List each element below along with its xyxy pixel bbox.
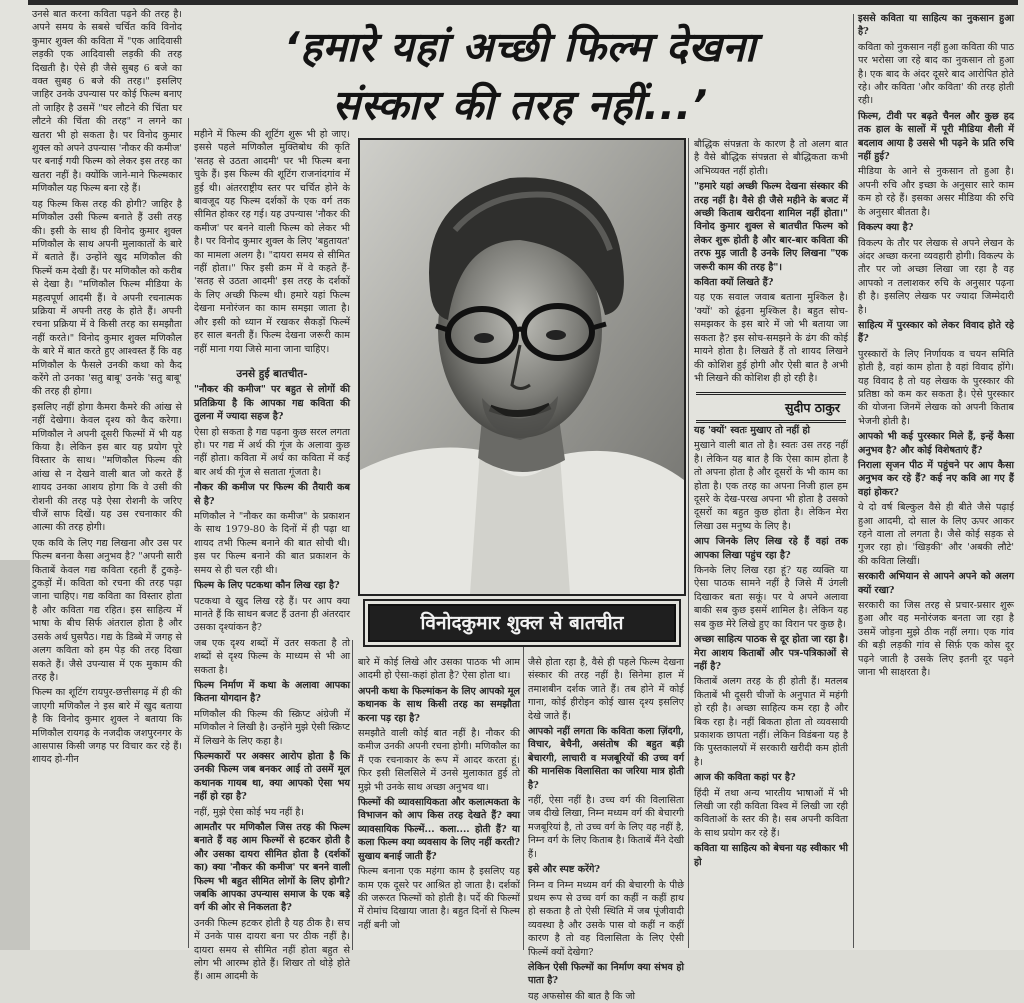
paragraph: महीने में फिल्म की शूटिंग शुरू भी हो जाए। इससे पहले मणिकौल मुक्तिबोध की कृति 'सतह से उठता आदमी' पर भी फिल्म बना चुके हैं। इस फिल्म की शूटिंग राजनांदगांव में हुई थी। अंतरराष्ट्रीय स्तर पर चर्चित होने के बावजूद यह फिल्म दर्शकों के एक वर्ग तक सीमित होकर रह गई। यह उपन्यास 'नौकर की कमीज' पर बनने वाली फिल्म को लेकर भी है। पर विनोद कुमार शुक्ल के लिए 'बहुतायत' का मामला अलग है। "दायरा समय से सीमित नहीं होता।" फिर इसी क्रम में वे कहते हैं- 'सतह से उठता आदमी' इस तरह के दर्शकों के लिए अच्छी फिल्म थी। हमारे यहां फिल्म देखना मनोरंजन का काम समझा जाता है। और इसी को ध्यान में रखकर सैकड़ों फिल्में हर साल बनती हैं। फिल्म देखना जरूरी काम नहीं माना गया जिसे माना जाना चाहिए। [194, 129, 350, 355]
answer: उनकी फिल्म हटकर होती है यह ठीक है। सच में उनके पास दायरा बना पर ठीक नहीं है। दायरा समय से सीमित नहीं होता बहुत से लोग भी आरम्भ होते हैं। शिखर तो थोड़े होते हैं। आम आदमी के [194, 917, 350, 983]
answer: यह अफसोस की बात है कि जो [528, 990, 635, 1002]
paragraph: बारे में कोई लिखे और उसका पाठक भी आम आदमी हो ऐसा-कहां होता है? ऐसा होता था। [358, 657, 520, 682]
article-column-2 [194, 128, 350, 360]
answer: समझौते वाली कोई बात नहीं है। नौकर की कमीज उनकी अपनी रचना होगी। मणिकौल का मैं एक रचनाकार के रूप में आदर करता हूं। फिर इसी सिलसिले में उनसे मुलाकात हुई तो मुझे भी उनके साथ अच्छा अनुभव था। [358, 728, 520, 793]
question: लेकिन ऐसी फिल्मों का निर्माण क्या संभव हो पाता है? [528, 961, 684, 987]
question: इसे और स्पष्ट करेंगे? [528, 864, 601, 876]
question: इससे कविता या साहित्य का नुकसान हुआ है? [858, 13, 1014, 38]
question: अच्छा साहित्य पाठक से दूर होता जा रहा है। मेरा आशय किताबों और पत्र-पत्रिकाओं से नहीं है? [694, 634, 848, 672]
question: कविता क्यों लिखते हैं? [694, 277, 774, 289]
question: अपनी कथा के फिल्मांकन के लिए आपको मूल कथानक के साथ किसी तरह का समझौता करना पड़ रहा है? [358, 685, 520, 724]
article-column-7 [858, 12, 1014, 948]
article-column-4 [358, 656, 520, 948]
answer: हिंदी में तथा अन्य भारतीय भाषाओं में भी लिखी जा रही कविता विश्व में लिखी जा रही कविताओं के स्तर की है। सब अपनी कविता के साथ प्रयोग कर रहे हैं। [694, 787, 848, 839]
headline-line-2: संस्कार की तरह नहीं...’ [332, 81, 708, 129]
paragraph: बौद्धिक संपन्नता के कारण है तो अलग बात है वैसे बौद्धिक संपन्नता से बौद्धिकता कभी अभिव्यक्त नहीं होती। [694, 139, 848, 177]
portrait-image [360, 140, 684, 594]
question: आपको नहीं लगता कि कविता कला ज़िंदगी, विचार, बेचैनी, असंतोष की बहुत बड़ी बेचारगी, लाचारी व मजबूरियों की उच्च वर्ग की मानसिक विलासिता का जरिया मात्र होती है? [528, 726, 684, 791]
pull-paragraph: "हमारे यहां अच्छी फिल्म देखना संस्कार की तरह नहीं है। वैसे ही जैसे महीने के बजट में अच्छी किताब खरीदना शामिल नहीं होता।" विनोद कुमार शुक्ल से बातचीत फिल्म को लेकर शुरू होती है और बार-बार कविता की तरफ मुड़ जाती है उनके लिए लिखना "एक जरूरी काम की तरह है"। [694, 181, 848, 273]
column-rule [688, 138, 689, 948]
answer: निम्न व निम्न मध्यम वर्ग की बेचारगी के पीछे प्रथम रूप से उच्च वर्ग का कहीं न कहीं हाथ हो सकता है तो ऐसी स्थिति में जब पूंजीवादी व्यवस्था है और उसके पास वो कहीं न कहीं कारण है तो वह विलासिता के लिए ऐसी फिल्में क्यों देखेगा? [528, 879, 684, 958]
headline-line-1: ‘हमारे यहां अच्छी फिल्म देखना [284, 23, 756, 71]
answer: नहीं, ऐसा नहीं है। उच्च वर्ग की विलासिता जब दीखे लिखा, निम्न मध्यम वर्ग की बेचारगी मजबूरियां है, तो उच्च वर्ग के लिए वह नहीं है, निम्न वर्ग के लिए किताब है। किताबें मैंने देखी हैं। [528, 795, 684, 860]
subheading: उनसे हुई बातचीत- [236, 368, 308, 380]
paragraph: इसलिए नहीं होगा कैमरा कैमरे की आंख से नहीं देखेगा। केवल दृश्य को कैद करेगा। मणिकौल ने अपनी दूसरी फिल्मों में भी यह किया है। लेकिन इस बार यह प्रयोग पूरे विस्तार के साथ। "मणिकौल फिल्म की आंख से न देखने वाली बात जो करते हैं शायद उनका आशय होगा कि वे उसी की रोशनी की तरह पड़े ऐसा रोशनी के जरिए चीजें साफ दिखें। यह उस रचनाकार की आत्मा की तरह होगी। [32, 401, 182, 534]
headline [190, 18, 850, 134]
question: फिल्म निर्माण में कथा के अलावा आपका कितना योगदान है? [194, 679, 350, 705]
paragraph: यह फिल्म किस तरह की होगी? जाहिर है मणिकौल उसी फिल्म बनाते हैं उसी तरह की। इसी के साथ ही विनोद कुमार शुक्ल मणिकौल के साथ अपनी मुलाकातों के बारे में बताते हैं। उन्होंने खुद मणिकौल की फिल्में कम देखी हैं। पर मणिकौल को करीब से देखा है। "मणिकौल फिल्म मीडिया के महत्वपूर्ण आदमी हैं। वे अपनी रचनात्मक प्रक्रिया में अपनी तरह के होते हैं। अपनी रचना प्रक्रिया में वे किसी तरह का समझौता नहीं करते।" विनोद कुमार शुक्ल मणिकौल के बारे में बात करते हुए आश्वस्त हैं कि वह मणिकौल के फैसले उनकी कथा को कैद करेंगे तो उनका 'सतु बाबू' उनके 'सतु बाबू' की तरह ही होगा। [32, 198, 182, 398]
question: नौकर की कमीज पर फिल्म की तैयारी कब से है? [194, 482, 350, 507]
answer: कविता को नुकसान नहीं हुआ कविता की पाठ पर भरोसा जा रहे बाद का नुकसान तो हुआ है। एक बाद के अंदर दूसरे बाद आरोपित होते रहे। और कविता 'और कविता' की तरह होती रही। [858, 41, 1014, 107]
scan-shadow [0, 560, 30, 950]
answer: मुखाने वाली बात तो है। स्वतः उस तरह नहीं है। लेकिन यह बात है कि ऐसा काम होता है तो अपना होता है और दूसरों के भी काम का होता है। एक तरह का अपना निजी हाल हम दूसरे के देख-परख अपना भी होता है उसको दूसरों का बहुत कुछ होता है। लेकिन मेरा लिखा उस मनुष्य के लिए है। [694, 440, 848, 532]
question: "नौकर की कमीज" पर बहुत से लोगों की प्रतिक्रिया है कि आपका गद्य कविता की तुलना में ज्यादा सहज है? [194, 384, 350, 423]
answer: मणिकौल की फिल्म की स्क्रिप्ट अंग्रेजी में मणिकौल ने लिखी है। उन्होंने मुझे ऐसी स्क्रिप्ट में लिखने के लिए कहा है। [194, 708, 350, 747]
answer: ऐसा हो सकता है गद्य पढ़ना कुछ सरल लगता हो। पर गद्य में अर्थ की गूंज के अलावा कुछ नहीं होता। कविता में अर्थ का कविता में कई बार अर्थ की गूंज से सताता गूंजता है। [194, 426, 350, 478]
top-border [28, 0, 1018, 5]
paragraph: उनसे बात करना कविता पढ़ने की तरह है। अपने समय के सबसे चर्चित कवि विनोद कुमार शुक्ल की कविता में "एक आदिवासी लड़की एक आदिवासी लड़की की तरह दिखती है। ऐसे ही जैसे सुबह 6 बजे का वक्त सुबह 6 बजे की तरह।" इसलिए जाहिर उनके उपन्यास पर कोई फिल्म बनाए तो जाहिर है उसमें "घर लौटने की चिंता घर लौटने की चिंता की तरह" न लगने का खतरा भी हो सकता है। पर विनोद कुमार शुक्ल को अपने उपन्यास 'नौकर की कमीज' पर बनाई गयी फिल्म को लेकर इस तरह का खतरा नहीं है। क्योंकि जाने-माने फिल्मकार मणिकौल यह फिल्म बना रहे हैं। [32, 9, 182, 195]
question: साहित्य में पुरस्कार को लेकर विवाद होते रहे हैं? [858, 319, 1014, 345]
byline: सुदीप ठाकुर [696, 392, 846, 423]
question: निराला सृजन पीठ में पहुंचने पर आप कैसा अनुभव कर रहे हैं? कई नए कवि आ गए हैं वहां होकर? [858, 460, 1014, 498]
question: सरकारी अभियान से आपने अपने को अलग क्यों रखा? [858, 571, 1014, 596]
question: फिल्म, टीवी पर बढ़ते चैनल और कुछ हद तक हाल के सालों में पूरी मीडिया शैली में बदलाव आया है उससे भी पढ़ने के प्रति रुचि नहीं हुई? [858, 110, 1014, 163]
paragraph: एक कवि के लिए गद्य लिखना और उस पर फिल्म बनना कैसा अनुभव है? "अपनी सारी किताबें केवल गद्य कविता रहती हैं टुकड़े-टुकड़ों में। कविता को रचना की तरह पढ़ा जाना चाहिए। गद्य कविता का विस्तार होता है और कविता गद्य रहित। इस साहित्य में भाषा के बीच सिर्फ अंतराल होता है और उसके अर्थ घुसपैठ। गद्य के डिब्बे में जगह से अलग कविता को हम पेड़ की तरह दिखा सकते हैं। जैसे उपन्यास में एक मुकाम की तरह है। [32, 537, 182, 683]
portrait-photo [358, 138, 686, 596]
question: आपको भी कई पुरस्कार मिले हैं, इन्हें कैसा अनुभव है? और कोई विशेषताएं हैं? [858, 431, 1014, 456]
question: फिल्म के लिए पटकथा कौन लिख रहा है? [194, 580, 340, 592]
answer: यह एक सवाल जवाब बताना मुश्किल है। 'क्यों' को ढूंढ़ना मुश्किल है। बहुत सोच-समझकर के इस बारे में जो भी बताया जा सकता है? इस सोच-समझने के ढंग की कोई मायने होता है। लिखते हैं तो शायद लिखने की कोशिश हुई होगी और ऐसी बात है अभी भी लिखने की कोशिश ही हो रही है। [694, 292, 848, 384]
question: आप जिनके लिए लिख रहे हैं वहां तक आपका लिखा पहुंच रहा है? [694, 536, 848, 561]
question: आज की कविता कहां पर है? [694, 772, 796, 784]
answer: जब एक दृश्य शब्दों में उतर सकता है तो शब्दों से दृश्य फिल्म के माध्यम से भी आ सकता है। [194, 637, 350, 676]
article-column-5 [528, 656, 684, 1002]
answer: मणिकौल ने "नौकर का कमीज" के प्रकाशन के साथ 1979-80 के दिनों में ही पढ़ा था शायद तभी फिल्म बनाने की बात सोची थी। इस पर फिल्म बनाने की बात प्रकाशन के समय से ही चल रही थी। [194, 511, 350, 576]
answer: मीडिया के आने से नुकसान तो हुआ है। अपनी रुचि और इच्छा के अनुसार सारे काम कम हो रहे हैं। इसका असर मीडिया की रुचि के अनुसार बीतता है। [858, 166, 1014, 218]
answer: पुरस्कारों के लिए निर्णायक व चयन समिति होती है, वहां काम होता है वहां विवाद होंगे। यह विवाद है तो यह लेखक के पुरस्कार की प्रतिष्ठा को कम कर सकता है। ऐसे पुरस्कार की योजना जिनमें लेखक को अपनी किताब भेजनी होती है। [858, 348, 1014, 427]
article-column-3 [194, 364, 350, 983]
answer: सरकारी का जिस तरह से प्रचार-प्रसार शुरू हुआ और वह मनोरंजक बनता जा रहा है उसमें जोड़ना मुझे ठीक नहीं लगा। एक गांव की बड़ी लड़की गांव से सिर्फ़ एक कोस दूर पढ़ने जाती है उसके लिए इतनी दूर पढ़ने जाना भी साक्षरता है। [858, 600, 1014, 679]
photo-caption: विनोदकुमार शुक्ल से बातचीत [368, 604, 676, 642]
paragraph: फिल्म का शूटिंग रायपुर-छत्तीसगढ़ में ही की जाएगी मणिकौल ने इस बारे में खुद बताया है कि विनोद कुमार शुक्ल ने बताया कि मणिकौल रायगढ़ के नजदीक जशपुरनगर के आसपास किसी जगह पर विचार कर रहे हैं। शायद हो-गीन [32, 687, 182, 766]
question: फिल्मकारों पर अक्सर आरोप होता है कि उनकी फिल्म जब बनकर आई तो उसमें मूल कथानक गायब था, क्या आपको ऐसा भय नहीं हो रहा है? [194, 750, 350, 803]
answer: किताबें अलग तरह के ही होती हैं। मतलब किताबें भी दूसरी चीजों के अनुपात में महंगी हो रही है। अच्छा साहित्य कम रहा है और बिक रहा है। नहीं बिकता होता तो व्यवसायी प्रकाशक छापता नहीं। लेकिन विडंबना यह है कि पुस्तकालयों में सरकारी खरीदी कम होती है। [694, 676, 848, 768]
question: यह 'क्यों' स्वतः मुखाए तो नहीं हो [694, 425, 811, 436]
answer: फिल्म बनाना एक महंगा काम है इसलिए यह काम एक दूसरे पर आश्रित हो जाता है। दर्शकों की जरूरत फिल्मों को होती है। पर्दे की फिल्मों में रोमांच दिखाया जाता है। बहुत दिनों से फिल्म नहीं बनी जो [358, 866, 520, 931]
answer: पटकथा वे खुद लिख रहे हैं। पर आप क्या मानते हैं कि साधन बजट हैं उतना ही अंतरदार उसका दृश्यांकन है? [194, 595, 350, 634]
answer: किनके लिए लिख रहा हूं? यह व्यक्ति या ऐसा पाठक सामने नहीं है जिसे मैं उंगली दिखाकर बता सकूं। पर ये अपने अलावा बाकी सब कुछ इसमें शामिल है। लेकिन यह सब कुछ मेरे लिखे हुए का विरान पर कुछ है। [694, 565, 848, 630]
column-rule [853, 14, 854, 948]
question: आमतौर पर मणिकौल जिस तरह की फिल्म बनाते हैं वह आम फिल्मों से हटकर होती है और उसका दायरा सीमित होता है (दर्शकों का) क्या 'नौकर की कमीज' पर बनने वाली फिल्म भी बहुत सीमित लोगों के लिए होगी? जबकि आपका उपन्यास समाज के एक बड़े वर्ग की ओर से निकलता है? [194, 822, 350, 914]
paragraph: जैसे होता रहा है, वैसे ही पहले फिल्म देखना संस्कार की तरह नहीं है। सिनेमा हाल में तमाशबीन दर्शक जाते हैं। तब होने में कोई गाना, कोई हीरोइन कोई खास दृश्य इसलिए देखे जाते हैं। [528, 657, 684, 722]
article-column-1 [32, 8, 182, 948]
article-column-6 [694, 138, 848, 388]
question: कविता या साहित्य को बेचना यह स्वीकार भी हो [694, 843, 848, 868]
article-column-6-lower [694, 424, 848, 948]
column-rule [523, 640, 524, 950]
column-rule [188, 118, 189, 948]
column-rule [352, 640, 353, 950]
answer: विकल्प के तौर पर लेखक से अपने लेखन के अंदर अच्छा करना व्यवहारी होगी। विकल्प के तौर पर जो अच्छा लिखा जा रहा है वह आपको न तलाशकर रुचि के अनुसार पढ़ना ही है। इसलिए लेखक पर ज्यादा जिम्मेदारी है। [858, 237, 1014, 316]
answer: ये दो वर्ष बिल्कुल वैसे ही बीते जैसे पढ़ाई हुआ आदमी, दो साल के लिए ऊपर आकर रहने वाला तो लगता है। जैसे कोई सड़क से गुजर रहा हो। 'खिड़की' और 'अबकी लौटे' की कविता लिखीं। [858, 502, 1014, 567]
question: फिल्मों की व्यावसायिकता और कलात्मकता के विभाजन को आप किस तरह देखते हैं? क्या व्यावसायिक फिल्में... कला.... होती हैं? या कला फिल्म क्या व्यवसाय के लिए नहीं करती? सुखाय बनाई जाती हैं? [358, 797, 520, 862]
question: विकल्प क्या है? [858, 222, 914, 234]
answer: नहीं, मुझे ऐसा कोई भय नहीं है। [194, 806, 305, 818]
